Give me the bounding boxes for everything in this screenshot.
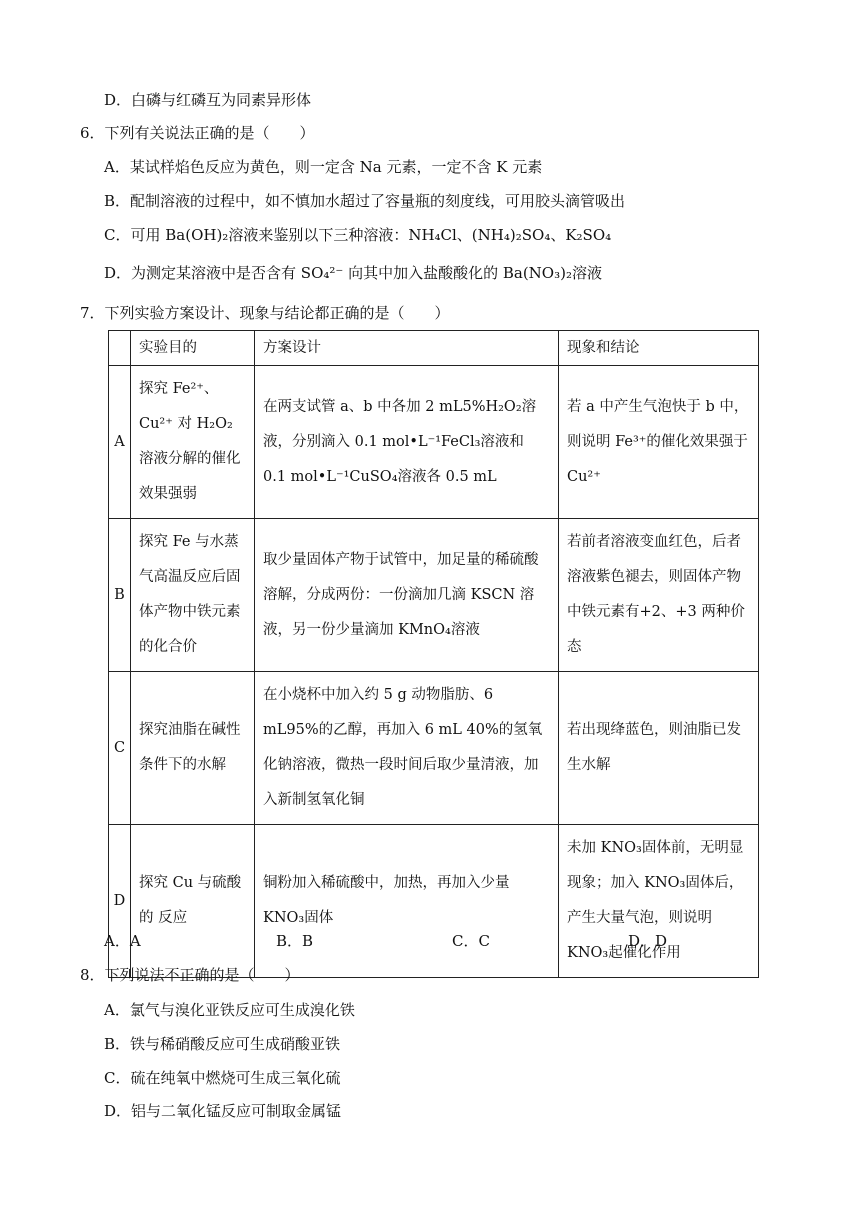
row-plan: 在小烧杯中加入约 5 g 动物脂肪、6 mL95%的乙醇，再加入 6 mL 40%的氢氧化钠溶液，微热一段时间后取少量清液，加入新制氢氧化铜 bbox=[255, 672, 559, 825]
q5-option-d bbox=[104, 90, 311, 110]
q7-choices bbox=[104, 930, 784, 952]
option-text: 为测定某溶液中是否含有 SO₄²⁻ 向其中加入盐酸酸化的 Ba(NO₃)₂溶液 bbox=[131, 264, 602, 282]
q8-stem: 8．下列说法不正确的是（ ） bbox=[80, 966, 300, 984]
q8-option-c bbox=[104, 1068, 341, 1088]
row-result: 若 a 中产生气泡快于 b 中，则说明 Fe³⁺的催化效果强于 Cu²⁺ bbox=[559, 366, 759, 519]
option-label: B． bbox=[104, 1035, 131, 1053]
row-letter: B bbox=[109, 519, 131, 672]
header-goal: 实验目的 bbox=[131, 331, 255, 366]
row-plan: 在两支试管 a、b 中各加 2 mL5%H₂O₂溶液，分别滴入 0.1 mol•L⁻¹FeCl₃溶液和 0.1 mol•L⁻¹CuSO₄溶液各 0.5 mL bbox=[255, 366, 559, 519]
table-row bbox=[109, 519, 759, 672]
choice-a: A．A bbox=[104, 932, 141, 950]
option-label: C． bbox=[104, 1069, 131, 1087]
q6-stem: 6．下列有关说法正确的是（ ） bbox=[80, 124, 315, 142]
row-result: 未加 KNO₃固体前，无明显现象；加入 KNO₃固体后，产生大量气泡，则说明 KNO₃起催化作用 bbox=[559, 825, 759, 978]
option-text: 铝与二氧化锰反应可制取金属锰 bbox=[131, 1102, 342, 1120]
option-label: D． bbox=[104, 1102, 132, 1120]
q8-option-b bbox=[104, 1034, 340, 1054]
q7-stem: 7．下列实验方案设计、现象与结论都正确的是（ ） bbox=[80, 304, 450, 322]
row-plan: 铜粉加入稀硫酸中，加热，再加入少量 KNO₃固体 bbox=[255, 825, 559, 978]
experiment-table bbox=[108, 330, 759, 978]
row-result: 若出现绛蓝色，则油脂已发生水解 bbox=[559, 672, 759, 825]
row-goal: 探究 Fe²⁺、Cu²⁺ 对 H₂O₂溶液分解的催化效果强弱 bbox=[131, 366, 255, 519]
option-text: 铁与稀硝酸反应可生成硝酸亚铁 bbox=[130, 1035, 341, 1053]
q6-option-b bbox=[104, 191, 625, 211]
option-text: 硫在纯氧中燃烧可生成三氧化硫 bbox=[130, 1069, 341, 1087]
row-result: 若前者溶液变血红色，后者溶液紫色褪去，则固体产物中铁元素有+2、+3 两种价态 bbox=[559, 519, 759, 672]
table-row bbox=[109, 366, 759, 519]
option-text: 氯气与溴化亚铁反应可生成溴化铁 bbox=[129, 1001, 355, 1019]
row-goal: 探究 Cu 与硫酸的 反应 bbox=[131, 825, 255, 978]
option-label: C． bbox=[104, 226, 131, 244]
option-text: 可用 Ba(OH)₂溶液来鉴别以下三种溶液：NH₄Cl、(NH₄)₂SO₄、K₂SO₄ bbox=[130, 226, 612, 244]
table-header-row bbox=[109, 331, 759, 366]
option-label: B． bbox=[104, 192, 131, 210]
q6-option-a bbox=[104, 157, 542, 177]
row-letter: C bbox=[109, 672, 131, 825]
row-letter: A bbox=[109, 366, 131, 519]
option-text: 白磷与红磷互为同素异形体 bbox=[131, 91, 312, 109]
table-row bbox=[109, 672, 759, 825]
q8-option-d bbox=[104, 1101, 341, 1121]
q8-option-a bbox=[104, 1000, 355, 1020]
row-letter: D bbox=[109, 825, 131, 978]
header-plan: 方案设计 bbox=[255, 331, 559, 366]
table-row bbox=[109, 825, 759, 978]
q6-option-d bbox=[104, 263, 602, 283]
q6-option-c bbox=[104, 225, 611, 245]
option-text: 某试样焰色反应为黄色，则一定含 Na 元素，一定不含 K 元素 bbox=[129, 158, 543, 176]
header-letter bbox=[109, 331, 131, 366]
option-label: A． bbox=[104, 158, 130, 176]
choice-c: C．C bbox=[452, 932, 490, 950]
row-plan: 取少量固体产物于试管中，加足量的稀硫酸溶解，分成两份：一份滴加几滴 KSCN 溶液，另一份少量滴加 KMnO₄溶液 bbox=[255, 519, 559, 672]
choice-b: B．B bbox=[276, 932, 314, 950]
row-goal: 探究油脂在碱性条件下的水解 bbox=[131, 672, 255, 825]
option-label: D． bbox=[104, 264, 132, 282]
option-label: A． bbox=[104, 1001, 130, 1019]
choice-d: D．D bbox=[628, 932, 668, 950]
option-text: 配制溶液的过程中，如不慎加水超过了容量瓶的刻度线，可用胶头滴管吸出 bbox=[130, 192, 626, 210]
row-goal: 探究 Fe 与水蒸气高温反应后固体产物中铁元素的化合价 bbox=[131, 519, 255, 672]
header-result: 现象和结论 bbox=[559, 331, 759, 366]
option-label: D． bbox=[104, 91, 132, 109]
